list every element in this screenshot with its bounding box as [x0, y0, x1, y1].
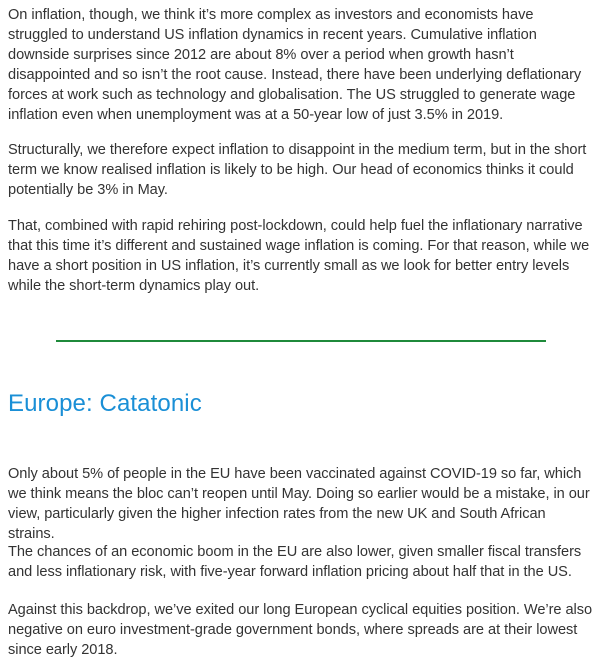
paragraph-structural-inflation-outlook: Structurally, we therefore expect inflation to disappoint in the medium term, but in the short term we know realised inflation is likely to be high. Our head of economics thinks it could potentially be 3% in May.: [8, 142, 587, 198]
paragraph-eu-positions: Against this backdrop, we’ve exited our long European cyclical equities position. We’re also negative on euro investment-grade government bonds, where spreads are at their lowest since early 2018.: [8, 602, 593, 658]
paragraph-us-inflation-position: That, combined with rapid rehiring post-lockdown, could help fuel the inflationary narrative that this time it’s different and sustained wage inflation is coming. For that reason, while we have a short position in US inflation, it’s currently small as we look for better entry levels while the short-term dynamics play out.: [8, 218, 590, 294]
paragraph-us-inflation-dynamics: On inflation, though, we think it’s more complex as investors and economists have struggled to understand US inflation dynamics in recent years. Cumulative inflation downside surprises since 2012 are about 8% over a period when growth hasn’t disappointed and so isn’t the root cause. Instead, there have been underlying deflationary forces at work such as technology and globalisation. The US struggled to generate wage inflation even when unemployment was at a 50-year low of just 3.5% in 2019.: [8, 7, 582, 123]
paragraph-eu-economic-boom: The chances of an economic boom in the EU are also lower, given smaller fiscal transfers and less inflationary risk, with five-year forward inflation pricing about half that in the US.: [8, 544, 582, 580]
section-heading-europe: Europe: Catatonic: [8, 390, 202, 417]
section-divider: [56, 340, 546, 342]
paragraph-eu-vaccination: Only about 5% of people in the EU have been vaccinated against COVID-19 so far, which we think means the bloc can’t reopen until May. Doing so earlier would be a mistake, in our view, particularly given the higher infection rates from the new UK and South African strains.: [8, 466, 590, 542]
